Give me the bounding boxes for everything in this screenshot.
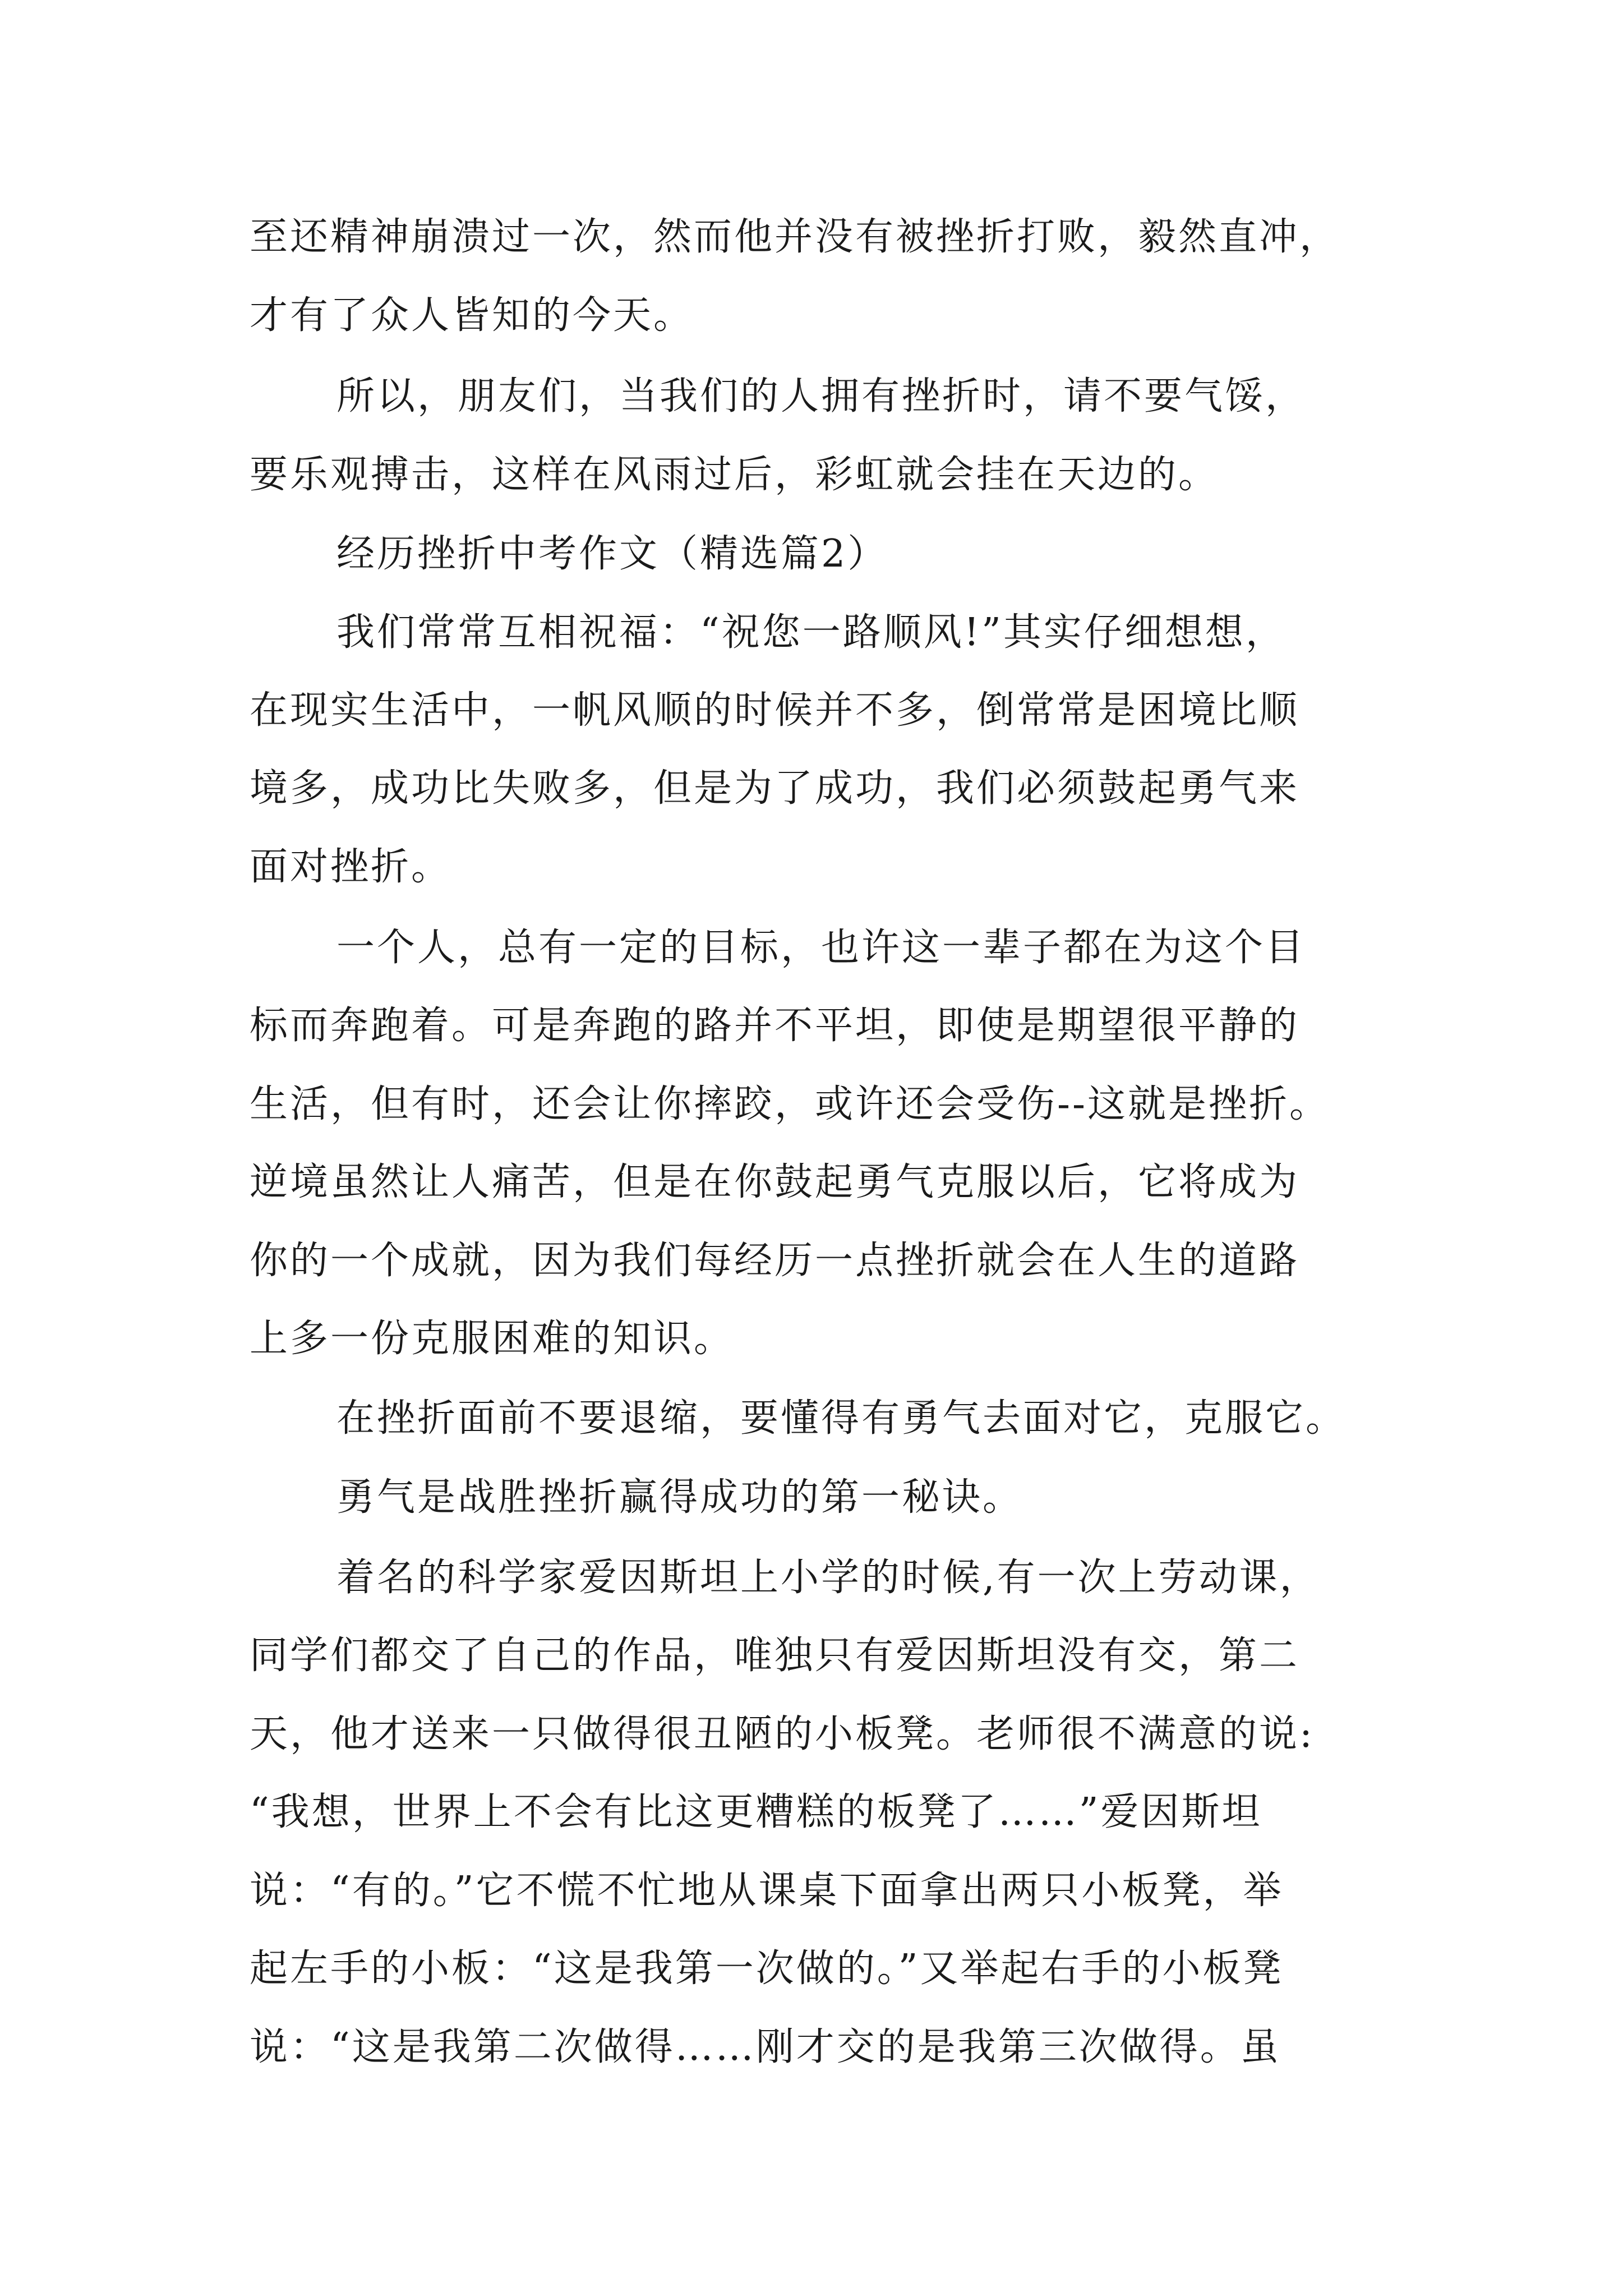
text-line: 境多，成功比失败多，但是为了成功，我们必须鼓起勇气来 (250, 766, 1300, 811)
text-line: 至还精神崩溃过一次，然而他并没有被挫折打败，毅然直冲， (250, 215, 1340, 259)
text-line: 着名的科学家爱因斯坦上小学的时候,有一次上劳动课， (336, 1556, 1320, 1600)
text-line: 起左手的小板：“这是我第一次做的。”又举起右手的小板凳 (250, 1947, 1284, 1991)
text-line: 你的一个成就，因为我们每经历一点挫折就会在人生的道路 (250, 1239, 1300, 1283)
text-line: 面对挫折。 (250, 845, 452, 889)
text-line: 天，他才送来一只做得很丑陋的小板凳。老师很不满意的说: (250, 1712, 1315, 1756)
text-line: 所以，朋友们，当我们的人拥有挫折时，请不要气馁， (336, 374, 1306, 418)
text-line: 我们常常互相祝福：“祝您一路顺风!”其实仔细想想， (336, 610, 1286, 655)
text-line: 在现实生活中，一帆风顺的时候并不多，倒常常是困境比顺 (250, 688, 1300, 733)
text-line: 才有了众人皆知的今天。 (250, 293, 694, 338)
text-line: “我想，世界上不会有比这更糟糕的板凳了……”爱因斯坦 (250, 1790, 1262, 1834)
text-line: 生活，但有时，还会让你摔跤，或许还会受伤--这就是挫折。 (250, 1082, 1330, 1126)
text-line: 在挫折面前不要退缩，要懂得有勇气去面对它，克服它。 (336, 1396, 1347, 1441)
text-line: 要乐观搏击，这样在风雨过后，彩虹就会挂在天边的。 (250, 453, 1219, 497)
text-line: 标而奔跑着。可是奔跑的路并不平坦，即使是期望很平静的 (250, 1004, 1300, 1048)
text-line: 同学们都交了自己的作品，唯独只有爱因斯坦没有交，第二 (250, 1634, 1300, 1678)
text-line: 上多一份克服困难的知识。 (250, 1317, 735, 1361)
section-heading: 经历挫折中考作文（精选篇2） (336, 532, 888, 576)
text-line: 说：“这是我第二次做得……刚才交的是我第三次做得。虽 (250, 2025, 1281, 2069)
text-line: 勇气是战胜挫折赢得成功的第一秘诀。 (336, 1475, 1023, 1520)
text-line: 说：“有的。”它不慌不忙地从课桌下面拿出两只小板凳，举 (250, 1869, 1284, 1913)
text-line: 一个人，总有一定的目标，也许这一辈子都在为这个目 (336, 926, 1306, 970)
text-line: 逆境虽然让人痛苦，但是在你鼓起勇气克服以后，它将成为 (250, 1160, 1300, 1204)
